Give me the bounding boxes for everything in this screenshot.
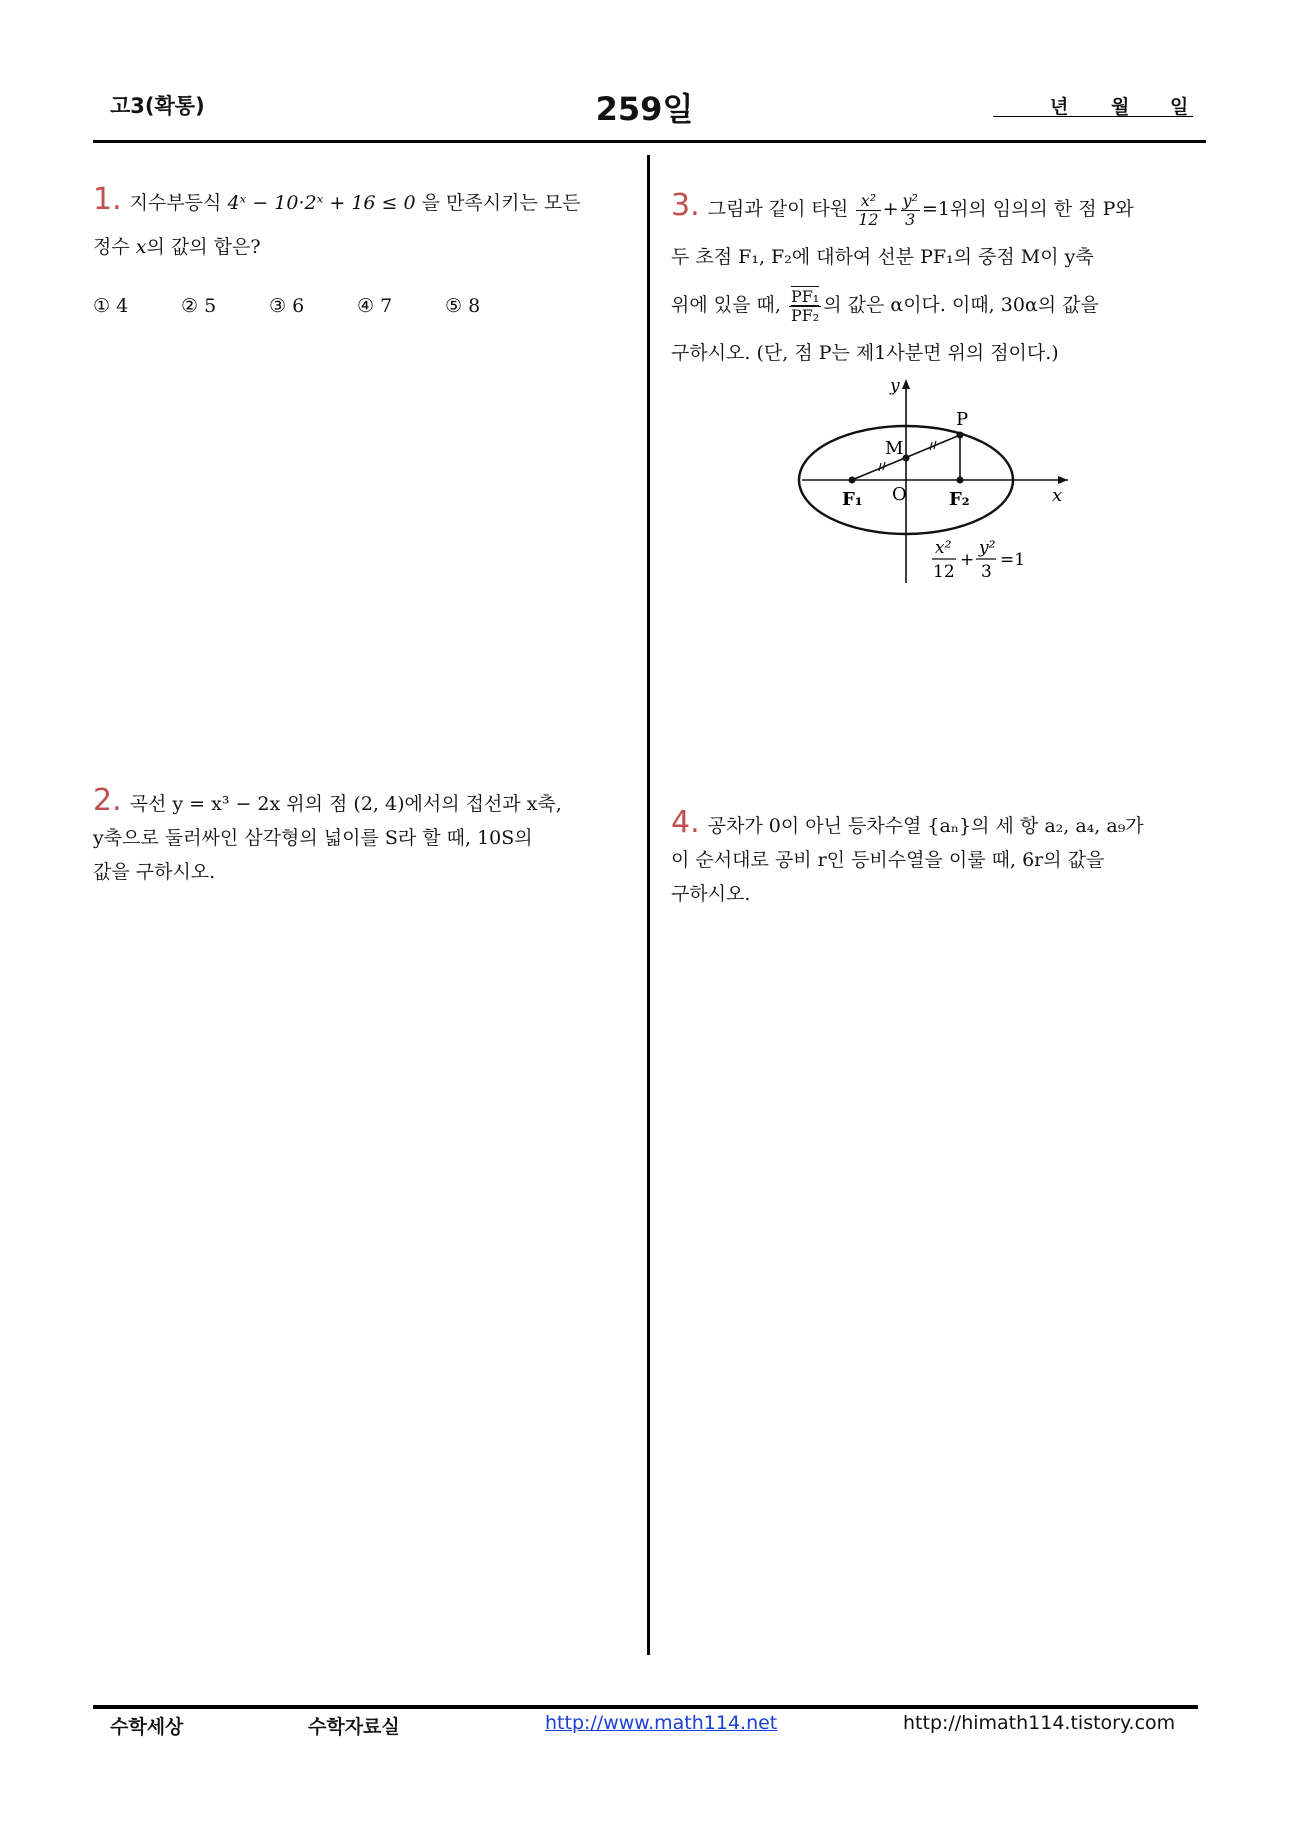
label-x: x <box>1052 485 1063 506</box>
label-F2: F₂ <box>949 489 970 510</box>
point-F1 <box>849 477 856 484</box>
choice-2[interactable]: ② 5 <box>181 295 217 317</box>
question-3-line-4: 구하시오. (단, 점 P는 제1사분면 위의 점이다.) <box>671 342 1059 364</box>
fig-eq-plus: + <box>960 550 975 570</box>
question-3-line-3a: 위에 있을 때, <box>671 294 787 316</box>
question-1-text-a: 지수부등식 <box>129 192 228 214</box>
label-M: M <box>885 438 904 459</box>
fig-eq-num-2: y² <box>979 538 996 558</box>
date-year-label: 년 <box>1050 96 1069 118</box>
question-2-line-3: 값을 구하시오. <box>93 861 216 883</box>
question-1 <box>93 178 633 269</box>
question-1-variable: x <box>135 236 147 258</box>
ratio-fraction <box>789 288 821 325</box>
fig-eq-num-1: x² <box>935 538 952 558</box>
column-divider <box>647 155 650 1655</box>
question-1-number: 1. <box>93 182 122 217</box>
figure-equation <box>932 538 1025 582</box>
question-3-line-1a: 그림과 같이 타원 <box>707 198 855 220</box>
question-2 <box>93 784 633 889</box>
fig-eq-rhs: =1 <box>1000 550 1026 570</box>
point-P <box>957 432 964 439</box>
choice-5[interactable]: ⑤ 8 <box>445 295 481 317</box>
frac-y-denominator: 3 <box>905 209 916 229</box>
question-3 <box>671 182 1211 377</box>
point-M <box>903 455 910 462</box>
question-1-text-d: 의 값의 합은? <box>146 236 261 258</box>
question-2-line-1: 곡선 y = x³ − 2x 위의 점 (2, 4)에서의 접선과 x축, <box>129 793 562 815</box>
footer-mid-label: 수학자료실 <box>308 1716 400 1738</box>
choice-1[interactable]: ① 4 <box>93 295 129 317</box>
point-F2 <box>957 477 964 484</box>
ratio-numerator: PF₁ <box>790 286 820 306</box>
y-axis-arrow-icon <box>902 379 910 389</box>
footer-link[interactable]: http://www.math114.net <box>545 1712 778 1734</box>
ellipse-fraction-y <box>901 192 920 229</box>
question-4-line-3: 구하시오. <box>671 883 751 905</box>
label-F1: F₁ <box>842 489 863 510</box>
date-day-label: 일 <box>1170 96 1189 118</box>
x-axis-arrow-icon <box>1058 476 1068 484</box>
choice-4[interactable]: ④ 7 <box>357 295 393 317</box>
header-day-title: 259일 <box>595 90 694 128</box>
label-O: O <box>892 484 907 505</box>
fig-eq-den-1: 12 <box>933 562 955 582</box>
question-1-expression: 4ˣ − 10·2ˣ + 16 ≤ 0 <box>227 192 416 214</box>
ellipse-figure <box>790 375 1080 590</box>
date-month-label: 월 <box>1111 96 1130 118</box>
footer-left-label: 수학세상 <box>110 1716 184 1738</box>
question-2-line-2: y축으로 둘러싸인 삼각형의 넓이를 S라 할 때, 10S의 <box>93 827 533 849</box>
question-1-text-b: 을 만족시키는 모든 <box>415 192 581 214</box>
choice-3[interactable]: ③ 6 <box>269 295 305 317</box>
question-1-text-c: 정수 <box>93 236 136 258</box>
header-grade: 고3(확통) <box>110 94 205 118</box>
question-3-line-3b: 의 값은 α이다. 이때, 30α의 값을 <box>823 294 1099 316</box>
header-divider <box>93 140 1206 143</box>
footer-divider <box>93 1705 1198 1709</box>
frac-y-numerator: y² <box>902 190 918 210</box>
question-4-line-2: 이 순서대로 공비 r인 등비수열을 이룰 때, 6r의 값을 <box>671 849 1105 871</box>
question-3-line-2: 두 초점 F₁, F₂에 대하여 선분 PF₁의 중점 M이 y축 <box>671 246 1094 268</box>
footer-right-url[interactable]: http://himath114.tistory.com <box>903 1712 1176 1734</box>
label-y: y <box>890 376 900 396</box>
question-1-choices <box>93 295 533 317</box>
ellipse-fraction-x <box>856 192 880 229</box>
question-2-number: 2. <box>93 783 122 818</box>
ellipse-plus: + <box>882 198 899 220</box>
question-4-number: 4. <box>671 805 700 840</box>
ratio-denominator: PF₂ <box>790 305 820 325</box>
fig-eq-den-2: 3 <box>981 562 992 582</box>
question-3-number: 3. <box>671 188 700 223</box>
label-P: P <box>956 409 969 430</box>
frac-x-numerator: x² <box>856 192 880 211</box>
question-4-line-1: 공차가 0이 아닌 등차수열 {aₙ}의 세 항 a₂, a₄, a₉가 <box>707 815 1144 837</box>
question-4 <box>671 806 1211 911</box>
frac-x-denominator: 12 <box>858 209 879 229</box>
header-date-field <box>993 92 1193 117</box>
question-3-line-1b: =1위의 임의의 한 점 P와 <box>921 198 1134 220</box>
